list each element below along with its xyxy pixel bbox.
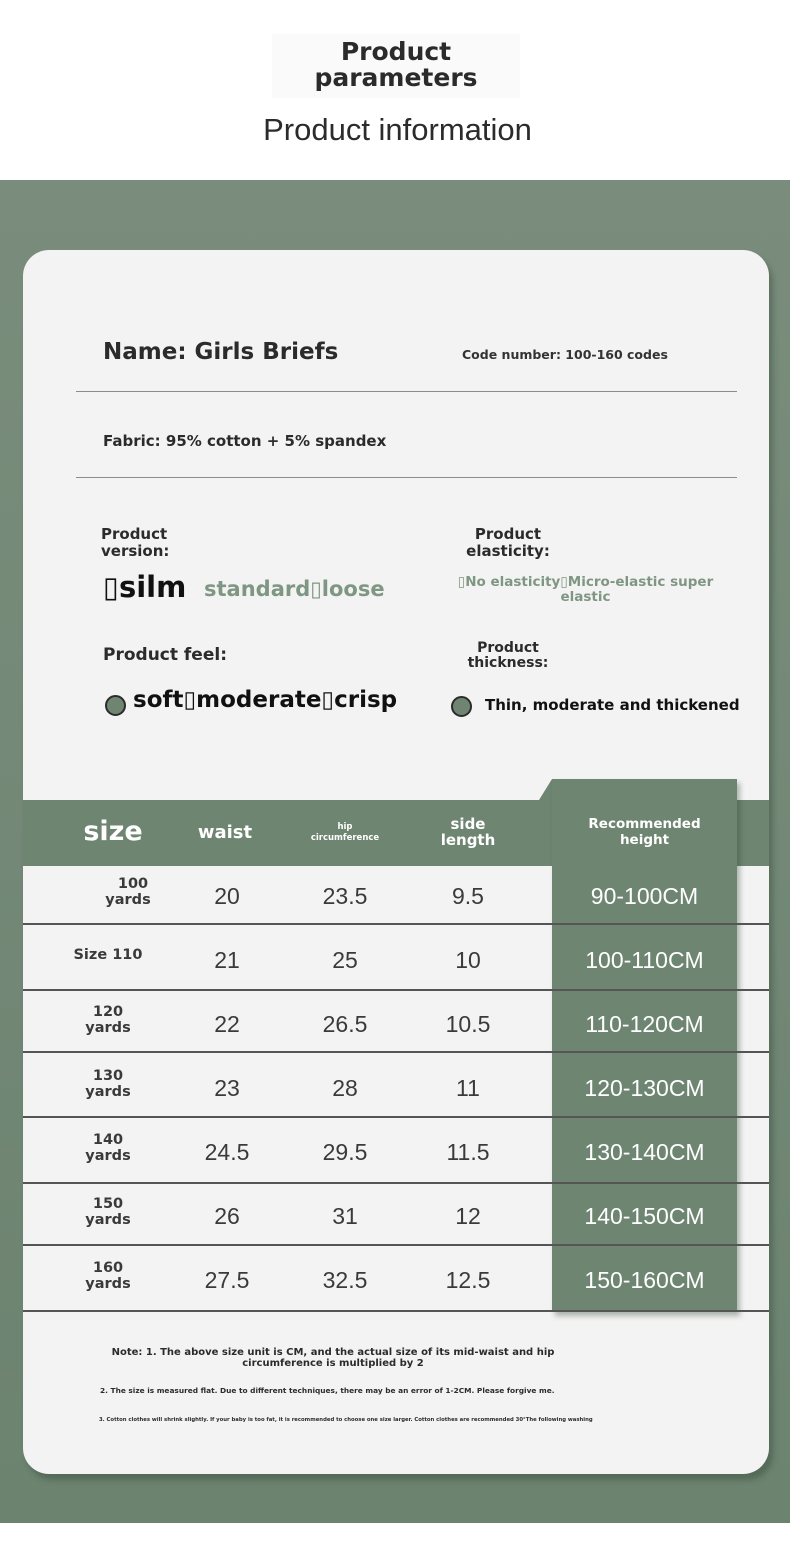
product-code: Code number: 100-160 codes (462, 347, 668, 362)
feel-options: soft▯moderate▯crisp (133, 687, 398, 713)
product-info-card (23, 250, 769, 1474)
thickness-bullet-icon (451, 696, 472, 717)
table-cell-recommended: 110-120CM (585, 1011, 704, 1037)
recommended-height-column (552, 779, 737, 1312)
size-line1: 150 (92, 1196, 124, 1212)
header-size: size (83, 816, 143, 847)
table-cell-hip: 31 (332, 1203, 358, 1229)
thickness-label-line2: thickness: (467, 655, 549, 671)
table-cell-waist: 24.5 (204, 1139, 250, 1165)
table-cell-recommended: 90-100CM (590, 883, 699, 909)
version-label-line2: version: (101, 542, 170, 560)
thickness-options: Thin, moderate and thickened (485, 696, 740, 714)
size-line2: yards (85, 1020, 131, 1036)
elasticity-label (443, 526, 573, 560)
version-label-line1: Product (101, 525, 168, 543)
page-title-line1: Product (340, 37, 452, 66)
divider (76, 391, 737, 392)
size-line1: 120 (92, 1004, 124, 1020)
table-cell-recommended: 130-140CM (584, 1139, 705, 1165)
elasticity-options-line1: ▯No elasticity▯Micro-elastic super (457, 574, 714, 590)
table-cell-waist: 27.5 (204, 1267, 250, 1293)
size-line1: 100 (117, 876, 149, 892)
page-subtitle: Product information (263, 112, 532, 147)
header-rec-line1: Recommended (588, 816, 701, 832)
size-line1: 140 (92, 1132, 124, 1148)
feel-label: Product feel: (103, 645, 227, 665)
table-cell-side: 11 (456, 1075, 480, 1101)
version-selected: ▯silm (103, 570, 187, 604)
header-hip-line1: hip (337, 822, 353, 832)
header-side-line1: side (450, 815, 486, 833)
table-row-size (58, 1004, 158, 1036)
size-line2: yards (85, 1084, 131, 1100)
row-divider (23, 923, 769, 925)
header-recommended-height (552, 816, 737, 848)
size-line2: yards (85, 1212, 131, 1228)
row-divider (23, 1244, 769, 1246)
size-line2: yards (105, 892, 151, 908)
header-rec-line2: height (619, 832, 670, 848)
note-2: 2. The size is measured flat. Due to different techniques, there may be an error of 1-2CM. Please forgive me. (100, 1386, 555, 1395)
row-divider (23, 989, 769, 991)
table-row-size (58, 1132, 158, 1164)
thickness-label-line1: Product (477, 640, 539, 656)
table-cell-hip: 25 (332, 947, 358, 973)
note-1 (83, 1347, 583, 1369)
elasticity-options (443, 575, 728, 605)
elasticity-label-line2: elasticity: (466, 542, 550, 560)
table-cell-hip: 32.5 (322, 1267, 368, 1293)
elasticity-options-line2: elastic (560, 589, 611, 605)
size-line1: Size 110 (73, 947, 143, 963)
table-cell-side: 10 (455, 947, 481, 973)
header-side-line2: length (440, 831, 496, 849)
size-line1: 130 (92, 1068, 124, 1084)
note-1-line2: circumference is multiplied by 2 (242, 1358, 424, 1369)
row-divider (23, 1310, 769, 1312)
table-cell-waist: 22 (214, 1011, 240, 1037)
table-cell-waist: 23 (214, 1075, 240, 1101)
size-line1: 160 (92, 1260, 124, 1276)
product-name: Name: Girls Briefs (103, 339, 339, 365)
table-cell-hip: 23.5 (322, 883, 368, 909)
table-row-size (58, 1196, 158, 1228)
row-divider (23, 1182, 769, 1184)
table-cell-waist: 20 (214, 883, 240, 909)
version-label (101, 526, 169, 560)
table-row-size (78, 876, 178, 908)
divider (76, 477, 737, 478)
row-divider (23, 1116, 769, 1118)
table-cell-side: 10.5 (445, 1011, 491, 1037)
version-other-options: standard▯loose (204, 577, 385, 601)
recommended-tab-corner (539, 779, 552, 800)
table-cell-hip: 29.5 (322, 1139, 368, 1165)
header-hip-line2: circumference (310, 833, 380, 843)
table-cell-side: 12.5 (445, 1267, 491, 1293)
header-hip (295, 822, 395, 844)
page-title (272, 34, 520, 98)
table-cell-side: 9.5 (452, 883, 484, 909)
size-line2: yards (85, 1276, 131, 1292)
table-cell-waist: 26 (214, 1203, 240, 1229)
table-cell-side: 11.5 (446, 1139, 490, 1165)
table-row-size (58, 947, 158, 963)
table-row-size (58, 1068, 158, 1100)
note-1-line1: Note: 1. The above size unit is CM, and the actual size of its mid-waist and hip (111, 1347, 555, 1358)
table-row-size (58, 1260, 158, 1292)
header-side-length (418, 816, 518, 848)
page-title-line2: parameters (314, 63, 478, 92)
table-cell-recommended: 120-130CM (584, 1075, 705, 1101)
size-line2: yards (85, 1148, 131, 1164)
thickness-label (443, 641, 573, 671)
table-cell-hip: 26.5 (322, 1011, 368, 1037)
header-waist: waist (197, 822, 253, 843)
note-3: 3. Cotton clothes will shrink slightly. If your baby is too fat, it is recommended to choose one size larger. Cotton clothes are recommended 30°The following washing (99, 1417, 593, 1423)
table-cell-hip: 28 (332, 1075, 358, 1101)
feel-bullet-icon (105, 695, 126, 716)
table-cell-recommended: 140-150CM (584, 1203, 705, 1229)
product-fabric: Fabric: 95% cotton + 5% spandex (103, 432, 387, 450)
table-cell-side: 12 (455, 1203, 481, 1229)
row-divider (23, 1051, 769, 1053)
table-cell-recommended: 150-160CM (584, 1267, 705, 1293)
table-cell-waist: 21 (214, 947, 240, 973)
table-cell-recommended: 100-110CM (585, 947, 704, 973)
elasticity-label-line1: Product (474, 525, 542, 543)
